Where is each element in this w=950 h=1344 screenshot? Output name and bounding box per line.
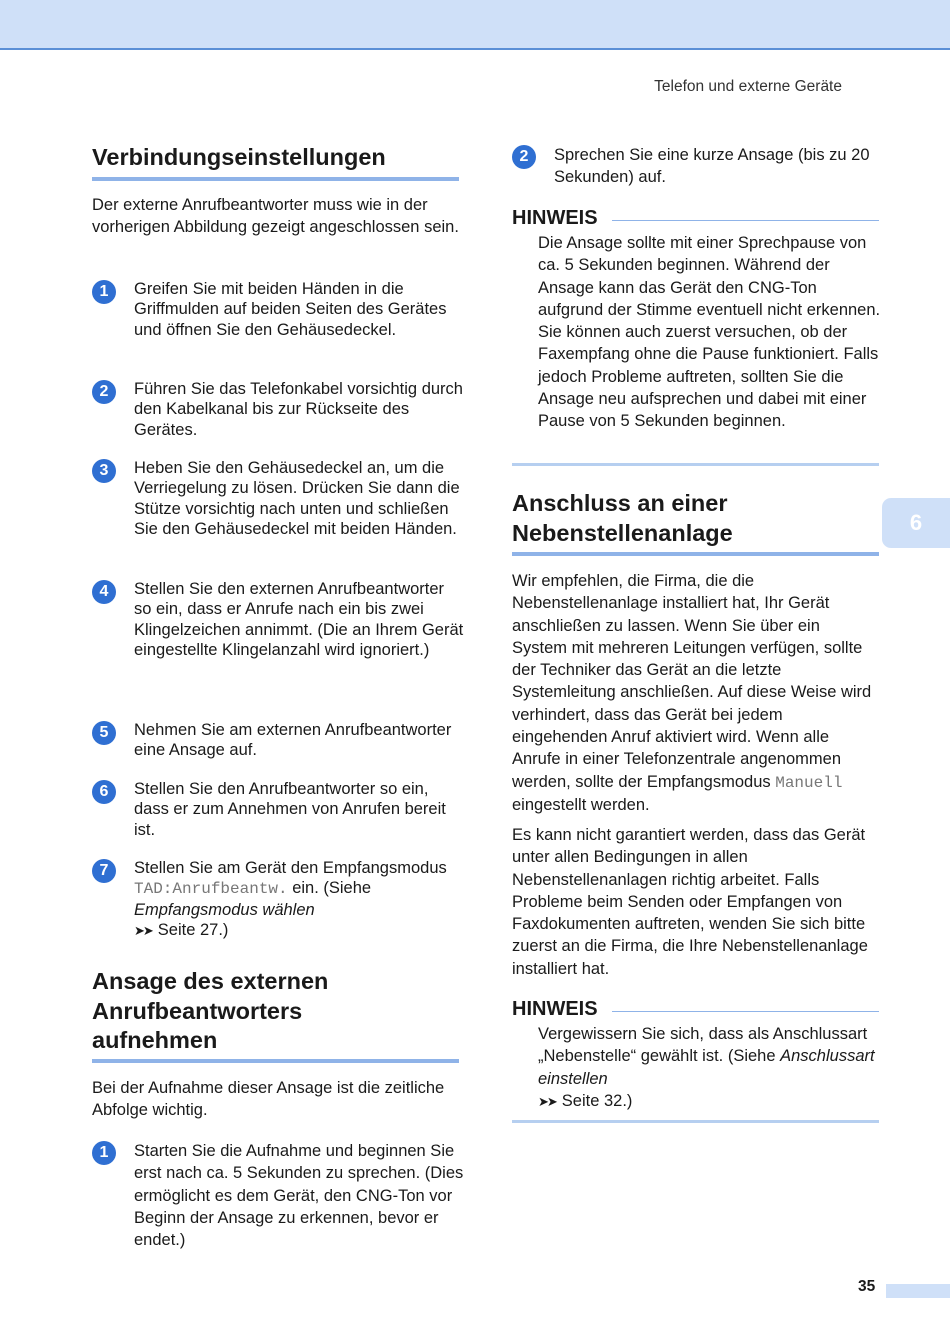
note-title: HINWEIS <box>512 207 612 230</box>
step-text: Stellen Sie den externen Anrufbeantworter so ein, dass er Anrufe nach ein bis zwei Klingelzeichen annimmt. (Die an Ihrem Gerät eingestellte Klingelanzahl wird ignoriert.) <box>134 580 464 659</box>
step-text: Starten Sie die Aufnahme und beginnen Sie erst nach ca. 5 Sekunden zu sprechen. (Dies ermöglicht es dem Gerät, den CNG-Ton vor Beginn der Ansage zu erkennen, bevor er endet.) <box>134 1142 464 1250</box>
step-text: Stellen Sie den Anrufbeantworter so ein, dass er zum Annehmen von Anrufen bereit ist. <box>134 780 446 839</box>
top-banner <box>0 0 950 50</box>
note-title: HINWEIS <box>512 998 612 1021</box>
note-rule <box>512 463 879 466</box>
cross-reference-link[interactable]: Anschlussart einstellen <box>538 1047 875 1088</box>
intro-paragraph: Der externe Anrufbeantworter muss wie in der vorherigen Abbildung gezeigt angeschlossen sein. <box>92 196 459 237</box>
note-rule <box>512 1120 879 1123</box>
page-number-bar <box>886 1284 950 1298</box>
step-text: Nehmen Sie am externen Anrufbeantworter eine Ansage auf. <box>134 721 452 760</box>
note-body: Vergewissern Sie sich, dass als Anschlussart „Nebenstelle“ gewählt ist. (Siehe Anschlussart einstellen ➤➤ Seite 32.) <box>538 1025 875 1110</box>
double-arrow-icon: ➤➤ <box>538 1093 556 1109</box>
step-number-badge: 5 <box>92 721 116 745</box>
step-text: Sprechen Sie eine kurze Ansage (bis zu 20 Sekunden) auf. <box>554 146 870 187</box>
note-header <box>512 207 879 231</box>
step-text: Heben Sie den Gehäusedeckel an, um die Verriegelung zu lösen. Drücken Sie dann die Stütze vorsichtig nach unten und schließen Sie den Gehäusedeckel mit beiden Händen. <box>134 459 460 538</box>
intro-paragraph: Bei der Aufnahme dieser Ansage ist die zeitliche Abfolge wichtig. <box>92 1079 445 1120</box>
section-heading-verbindungseinstellungen: Verbindungseinstellungen <box>92 144 386 170</box>
step-number-badge: 2 <box>92 380 116 404</box>
heading-rule <box>512 552 879 556</box>
step-number-badge: 2 <box>512 145 536 169</box>
heading-rule <box>92 177 459 181</box>
heading-rule <box>92 1059 459 1063</box>
note-header <box>512 998 879 1022</box>
paragraph: Es kann nicht garantiert werden, dass das Gerät unter allen Bedingungen in allen Nebenstellenanlagen richtig arbeitet. Falls Probleme beim Senden oder Empfangen von Faxdokumenten auftreten, wenden Sie sich bitte zuerst an die Firma, die Ihre Nebenstellenanlage installiert hat. <box>512 826 868 978</box>
step-number-badge: 3 <box>92 459 116 483</box>
double-arrow-icon: ➤➤ <box>134 922 152 938</box>
chapter-tab[interactable]: 6 <box>882 498 950 548</box>
paragraph: Wir empfehlen, die Firma, die die Nebenstellenanlage installiert hat, Ihr Gerät anschließen zu lassen. Wenn Sie über ein System mit mehreren Leitungen verfügen, sollte der Techniker das Gerät an die letzte Systemleitung anschließen. Auf diese Weise wird verhindert, dass das Gerät bei jedem eingehenden Anruf aktiviert wird. Wenn alle Anrufe in einer Telefonzentrale angenommen werden, sollte der Empfangsmodus Manuell eingestellt werden. <box>512 572 872 814</box>
running-header: Telefon und externe Geräte <box>654 78 842 95</box>
step-number-badge: 1 <box>92 1141 116 1165</box>
step-text: Stellen Sie am Gerät den Empfangsmodus TAD:Anrufbeantw. ein. (Siehe Empfangsmodus wählen ➤➤ Seite 27.) <box>134 859 447 939</box>
mode-value: TAD:Anrufbeantw. <box>134 880 288 899</box>
step-text: Greifen Sie mit beiden Händen in die Griffmulden auf beiden Seiten des Gerätes und öffnen Sie den Gehäusedeckel. <box>134 280 447 339</box>
step-number-badge: 6 <box>92 780 116 804</box>
section-heading-ansage: Ansage des externen Anrufbeantworters aufnehmen <box>92 968 329 1053</box>
step-text: Führen Sie das Telefonkabel vorsichtig durch den Kabelkanal bis zur Rückseite des Gerätes. <box>134 380 463 439</box>
step-number-badge: 4 <box>92 580 116 604</box>
page-number: 35 <box>858 1278 876 1295</box>
step-number-badge: 7 <box>92 859 116 883</box>
note-body: Die Ansage sollte mit einer Sprechpause von ca. 5 Sekunden beginnen. Während der Ansage kann das Gerät den CNG-Ton aufgrund der Stimme eventuell nicht erkennen. Sie können auch zuerst versuchen, ob der Faxempfang ohne die Pause funktioniert. Falls jedoch Probleme auftreten, sollten Sie die Ansage neu aufsprechen und dabei mit einer Pause von 5 Sekunden beginnen. <box>538 234 881 431</box>
cross-reference-link[interactable]: Empfangsmodus wählen <box>134 900 315 919</box>
step-number-badge: 1 <box>92 280 116 304</box>
mode-value: Manuell <box>775 773 843 792</box>
section-heading-anschluss: Anschluss an einer Nebenstellenanlage <box>512 490 733 546</box>
